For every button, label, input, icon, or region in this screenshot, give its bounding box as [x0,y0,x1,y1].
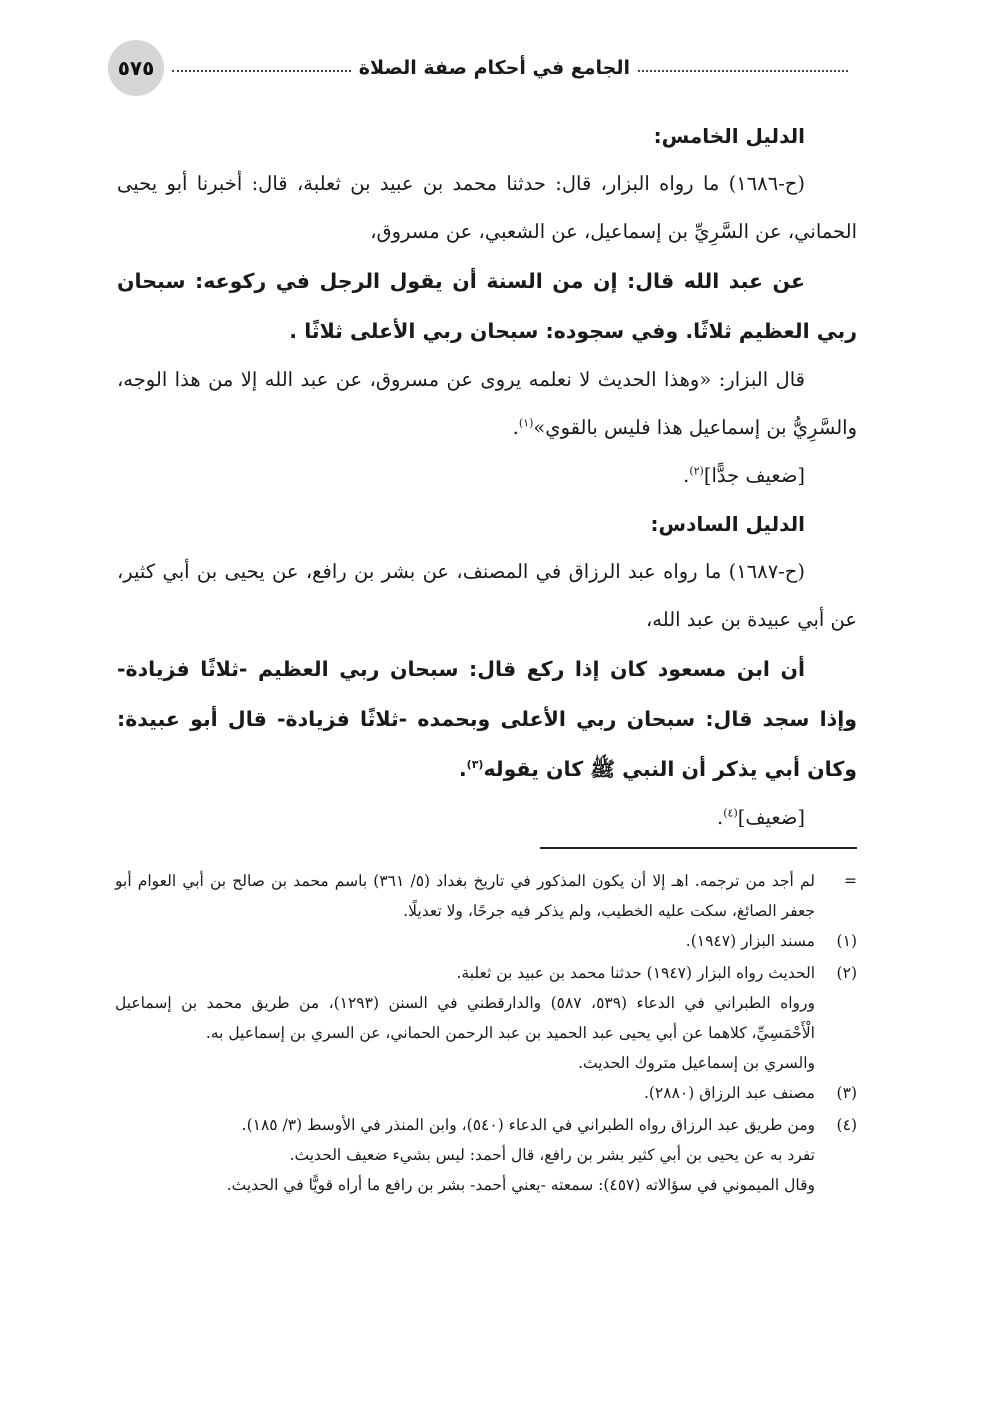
footnote-ref-2[interactable]: (٢) [689,464,704,478]
footnote-ref-4[interactable]: (٤) [723,806,738,820]
footnote-2-line-1: الحديث رواه البزار (١٩٤٧) حدثنا محمد بن عبيد بن ثعلبة. [456,964,815,982]
footnote-4 [115,1110,857,1200]
page-number-badge [108,40,164,96]
footnote-2-mark: (٢) [836,964,857,982]
grading-1 [117,452,857,500]
hadith-1687-period: . [458,757,467,781]
footnote-continued-mark: = [844,872,857,890]
grading-1-text: [ضعيف جدًّا] [703,464,805,487]
hadith-1687-text-body: أن ابن مسعود كان إذا ركع قال: سبحان ربي العظيم -ثلاثًا فزيادة- وإذا سجد قال: سبحان ربي الأعلى وبحمده -ثلاثًا فزيادة- قال أبو عبيدة: وكان أبي يذكر أن النبي ﷺ كان يقوله [117,657,857,781]
footnote-2-line-2: ورواه الطبراني في الدعاء (٥٣٩، ٥٨٧) والدارقطني في السنن (١٢٩٣)، من طريق محمد بن إسماعيل الْأَحْمَسِيِّ، كلاهما عن أبي يحيى عبد الحميد بن عبد الرحمن الحماني، عن السري بن إسماعيل به. [115,994,815,1042]
footnote-2 [115,958,857,1078]
book-title: الجامع في أحكام صفة الصلاة [358,57,630,79]
section-heading-sixth: الدليل السادس: [650,512,805,536]
main-text [117,112,857,842]
footnote-ref-1[interactable]: (١) [518,416,534,430]
header-dotted-rule-left [172,70,351,72]
footnote-4-line-3: وقال الميموني في سؤالاته (٤٥٧): سمعته -يعني أحمد- بشر بن رافع ما أراه قويًّا في الحديث. [226,1176,815,1194]
footnote-4-mark: (٤) [836,1116,857,1134]
hadith-1687-text [117,644,857,794]
grading-2-text: [ضعيف] [737,806,805,829]
footnote-3-text: مصنف عبد الرزاق (٢٨٨٠). [643,1084,815,1102]
footnote-2-body [115,958,815,1078]
footnote-4-line-2: تفرد به عن يحيى بن أبي كثير بشر بن رافع، قال أحمد: ليس بشيء ضعيف الحديث. [289,1146,815,1164]
footnote-2-line-3: والسري بن إسماعيل متروك الحديث. [578,1054,815,1072]
footnote-1-text: مسند البزار (١٩٤٧). [685,932,815,950]
footnote-4-line-1: ومن طريق عبد الرزاق رواه الطبراني في الدعاء (٥٤٠)، وابن المنذر في الأوسط (٣/ ١٨٥). [241,1116,815,1134]
footnote-3-mark: (٣) [836,1084,857,1102]
grading-2-period: . [717,806,724,829]
footnote-4-body [115,1110,815,1200]
hadith-1687-chain: (ح-١٦٨٧) ما رواه عبد الرزاق في المصنف، عن بشر بن رافع، عن يحيى بن أبي كثير، عن أبي عبيدة بن عبد الله، [117,560,857,631]
grading-1-period: . [683,464,690,487]
footnote-1-mark: (١) [836,932,857,950]
bazzar-comment [117,356,857,452]
section-heading-fifth: الدليل الخامس: [653,124,805,148]
page-number: ٥٧٥ [117,56,155,80]
footnote-divider [540,847,857,849]
footnote-1 [115,926,857,956]
footnote-continued-text: لم أجد من ترجمه. اهـ إلا أن يكون المذكور في تاريخ بغداد (٥/ ٣٦١) باسم محمد بن صالح بن أبي العوام أبو جعفر الصائغ، سكت عليه الخطيب، ولم يذكر فيه جرحًا، ولا تعديلًا. [115,872,815,920]
comment-period: . [512,416,519,439]
footnotes [115,866,857,1200]
footnote-continued [115,866,857,926]
hadith-1686-text: عن عبد الله قال: إن من السنة أن يقول الرجل في ركوعه: سبحان ربي العظيم ثلاثًا. وفي سجوده: سبحان ربي الأعلى ثلاثًا . [117,269,857,343]
running-header [108,40,848,96]
bazzar-comment-text: قال البزار: «وهذا الحديث لا نعلمه يروى عن مسروق، عن عبد الله إلا من هذا الوجه، والسَّرِيُّ بن إسماعيل هذا فليس بالقوي» [117,368,857,439]
grading-2 [117,794,857,842]
footnote-ref-3[interactable]: (٣) [466,758,484,772]
header-dotted-rule-right [638,70,848,72]
footnote-3 [115,1078,857,1108]
hadith-1686-chain: (ح-١٦٨٦) ما رواه البزار، قال: حدثنا محمد بن عبيد بن ثعلبة، قال: أخبرنا أبو يحيى الحماني، عن السَّرِيِّ بن إسماعيل، عن الشعبي، عن مسروق، [117,172,857,243]
